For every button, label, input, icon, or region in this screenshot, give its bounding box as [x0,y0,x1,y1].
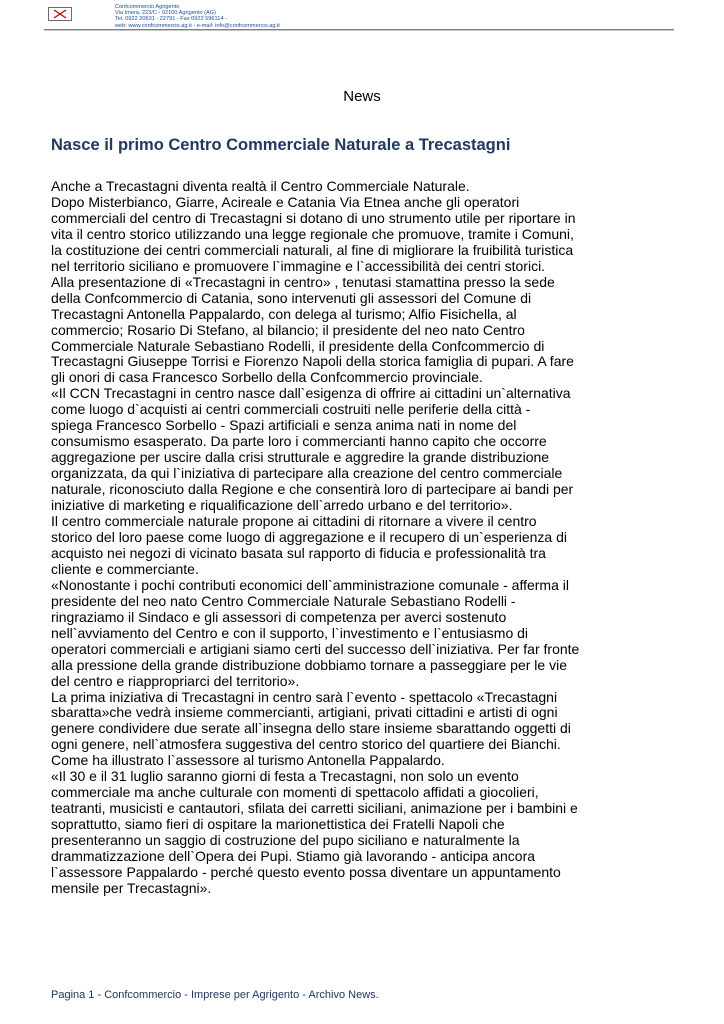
article-line: sbaratta»che vedrà insieme commercianti, artigiani, privati cittadini e artisti di ogni [51,704,558,721]
header-org-name: Confcommercio Agrigento [115,4,180,10]
article-line: Trecastagni Antonella Pappalardo, con delega al turismo; Alfio Fisichella, al [51,305,517,322]
article-line: Anche a Trecastagni diventa realtà il Centro Commerciale Naturale. [51,178,470,194]
section-title: News [343,88,381,105]
article-line: l`assessore Pappalardo - perché questo evento possa diventare un appuntamento [51,863,561,880]
article-line: del centro e riappropriarci del territorio». [51,672,300,689]
header-phone: Tel. 0922 20631 - 22791 - Fax 0922 596114 - [115,16,227,23]
article-line: genere condividere due serate all`insegna dello stare insieme sbarattando oggetti di [51,720,571,737]
broken-image-icon [48,7,72,21]
article-title: Nasce il primo Centro Commerciale Naturale a Trecastagni [51,136,511,154]
header-web-link[interactable]: web: www.confcommercio.ag.it - e-mail: info@confcommercio.ag.it [115,22,280,29]
article-line: come luogo d`acquisti ai centri commerciali costruiti nelle periferie della città - [51,401,531,418]
article-line: presidente del neo nato Centro Commerciale Naturale Sebastiano Rodelli - [51,592,516,609]
article-body [51,179,671,897]
article-line: commercio; Rosario Di Stefano, al bilancio; il presidente del neo nato Centro [51,321,525,338]
article-line: cliente e commerciante. [51,560,199,577]
header-address: Via Imera, 223/C - 92100 Agrigento (AG) [115,10,216,17]
article-line: «Nonostante i pochi contributi economici dell`amministrazione comunale - afferma il [51,576,569,593]
header-contact-info [115,4,280,29]
article-line: aggregazione per uscire dalla crisi strutturale e aggredire la grande distribuzione [51,449,550,466]
article-line: soprattutto, siamo fieri di ospitare la marionettistica dei Fratelli Napoli che [51,816,505,833]
article-line: commerciali del centro di Trecastagni si dotano di uno strumento utile per riportare in [51,209,576,226]
article-line: storico del loro paese come luogo di aggregazione e il recupero di un`esperienza di [51,528,567,545]
article-line: nell`avviamento del Centro e con il supporto, l`investimento e l`entusiasmo di [51,624,529,641]
article-line: ringraziamo il Sindaco e gli assessori di competenza per averci sostenuto [51,608,507,625]
article-line: «Il 30 e il 31 luglio saranno giorni di festa a Trecastagni, non solo un evento [51,768,519,785]
article-line: organizzata, da qui l`iniziativa di partecipare alla creazione del centro commerciale [51,465,563,482]
article-line: Dopo Misterbianco, Giarre, Acireale e Catania Via Etnea anche gli operatori [51,193,520,210]
page-header [44,4,674,32]
article-line: gli onori di casa Francesco Sorbello della Confcommercio provinciale. [51,369,483,386]
article-line: acquisto nei negozi di vicinato basata sul rapporto di fiducia e professionalità tra [51,544,546,561]
article-line: Alla presentazione di «Trecastagni in centro» , tenutasi stamattina presso la sede [51,273,555,290]
article-line: nel territorio siciliano e promuovere l`immagine e l`accessibilità dei centri storici. [51,257,546,274]
article-line: consumismo esasperato. Da parte loro i commercianti hanno capito che occorre [51,433,547,450]
article-line: Trecastagni Giuseppe Torrisi e Fiorenzo Napoli della storica famiglia di pupari. A fare [51,353,574,370]
article-line: ogni genere, nell`atmosfera suggestiva del centro storico del quartiere dei Bianchi. [51,736,561,753]
article-line: della Confcommercio di Catania, sono intervenuti gli assessori del Comune di [51,289,532,306]
article-line: Commerciale Naturale Sebastiano Rodelli, il presidente della Confcommercio di [51,337,545,354]
article-line: drammatizzazione dell`Opera dei Pupi. Stiamo già lavorando - anticipa ancora [51,848,536,865]
header-divider [44,29,674,31]
page-footer: Pagina 1 - Confcommercio - Imprese per Agrigento - Archivo News. [51,989,379,1001]
article-line: iniziative di marketing e riqualificazione dell`arredo urbano e del territorio». [51,497,513,514]
article-line: presenteranno un saggio di costruzione del pupo siciliano e naturalmente la [51,832,520,849]
article-line: teatranti, musicisti e cantautori, sfilata dei carretti siciliani, animazione per i bambini e [51,800,578,817]
article-line: spiega Francesco Sorbello - Spazi artificiali e senza anima nati in nome del [51,417,517,434]
article-line: vita il centro storico utilizzando una legge regionale che promuove, tramite i Comuni, [51,225,574,242]
article-line: naturale, riconosciuto dalla Regione e che consentirà loro di partecipare ai bandi per [51,481,574,498]
article-line: Come ha illustrato l`assessore al turismo Antonella Pappalardo. [51,752,445,769]
article-line: La prima iniziativa di Trecastagni in centro sarà l`evento - spettacolo «Trecastagni [51,688,558,705]
article-line: alla pressione della grande distribuzione dobbiamo tornare a passeggiare per le vie [51,656,567,673]
article-line: mensile per Trecastagni». [51,879,212,896]
article-line: commerciale ma anche culturale con momenti di spettacolo affidati a giocolieri, [51,784,539,801]
article-line: «Il CCN Trecastagni in centro nasce dall`esigenza di offrire ai cittadini un`alternativa [51,385,571,402]
article-line: la costituzione dei centri commerciali naturali, al fine di migliorare la fruibilità turistica [51,241,574,258]
article-line: operatori commerciali e artigiani siamo certi del successo dell`iniziativa. Per far fronte [51,640,580,657]
article-line: Il centro commerciale naturale propone ai cittadini di ritornare a vivere il centro [51,513,537,530]
